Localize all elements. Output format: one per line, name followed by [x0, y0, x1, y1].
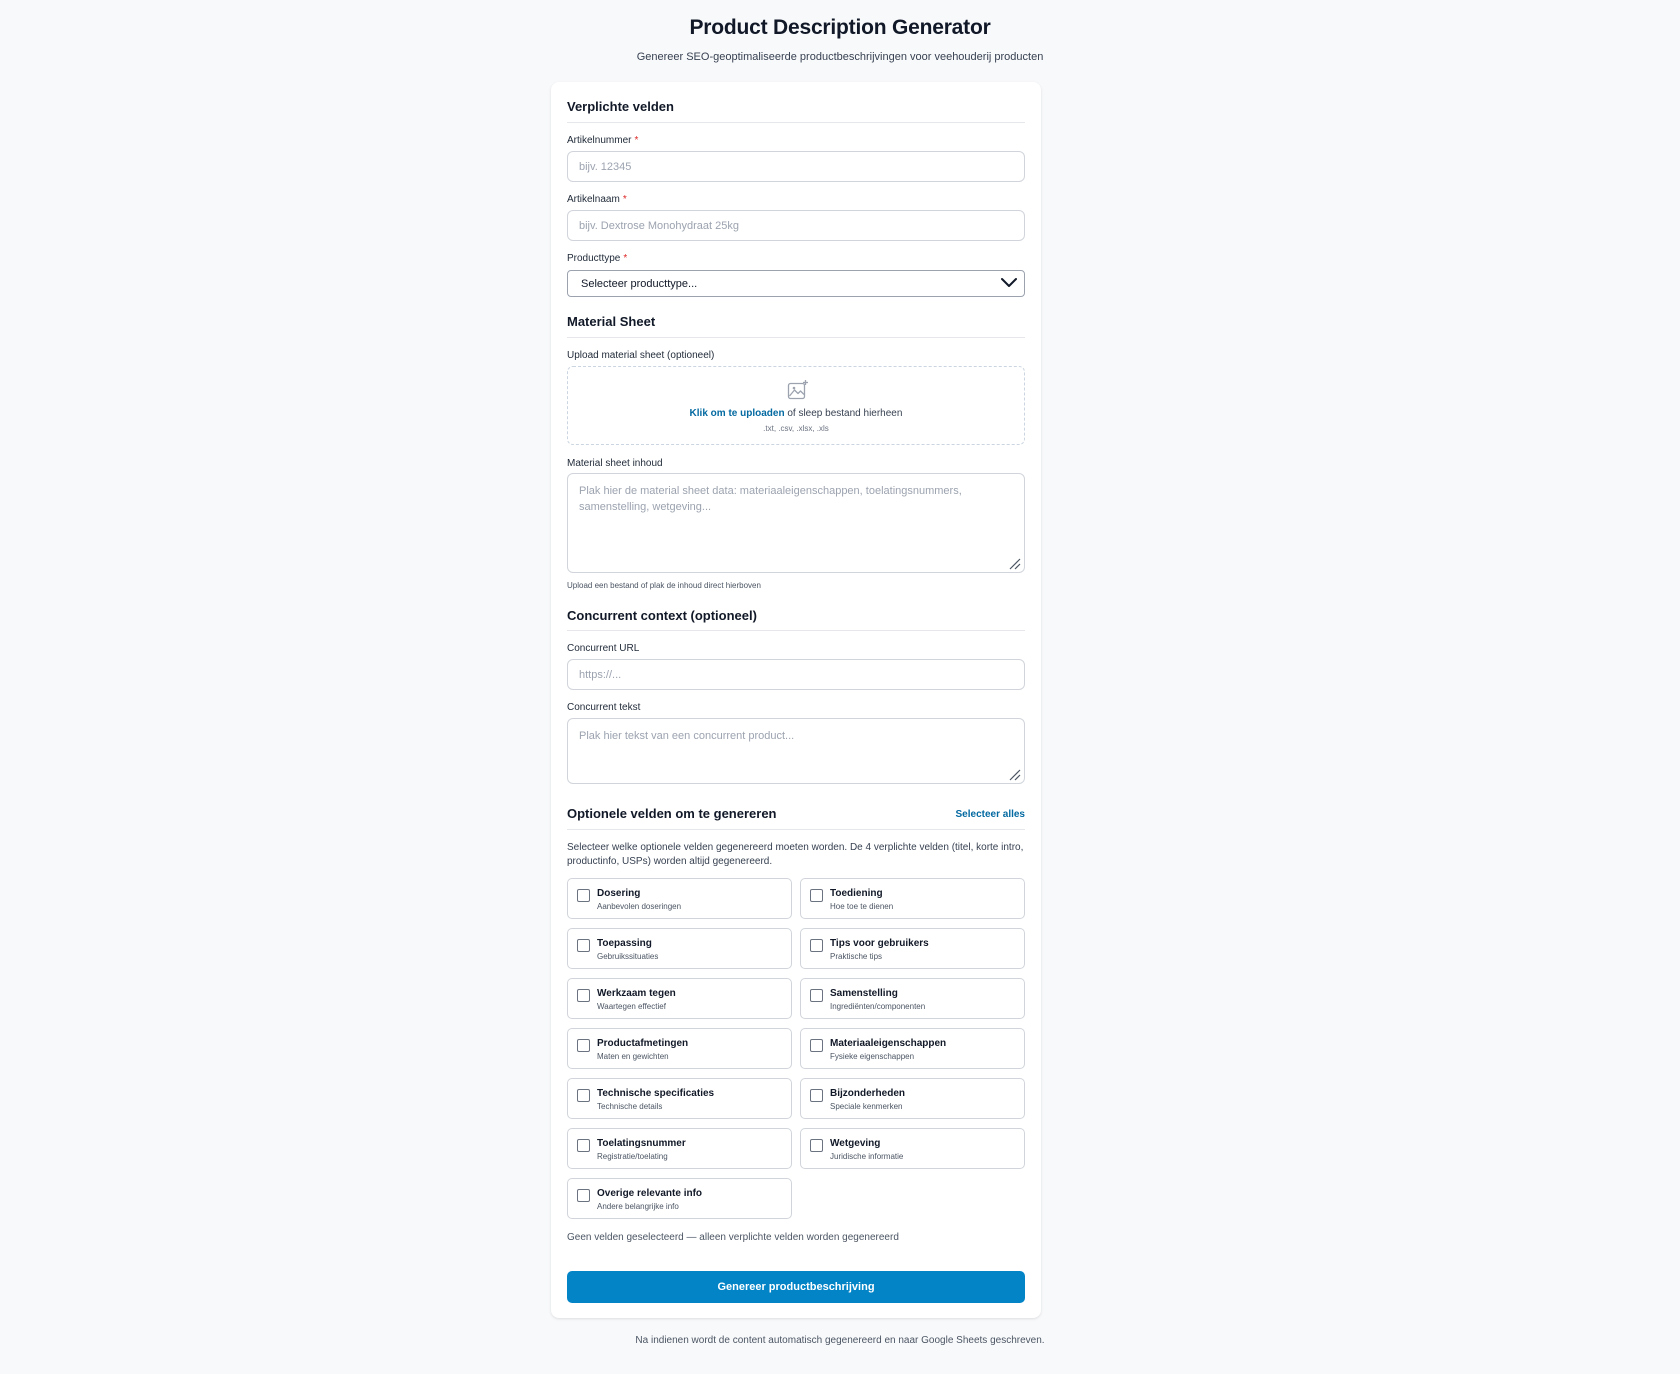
- option-subtitle: Hoe toe te dienen: [830, 902, 894, 911]
- optional-description: Selecteer welke optionele velden gegenereerd moeten worden. De 4 verplichte velden (titel, korte intro, productinfo, USPs) worden altijd gegenereerd.: [567, 842, 1024, 867]
- section-title-competitor: Concurrent context (optioneel): [567, 608, 757, 623]
- option-checkbox[interactable]: [577, 989, 590, 1002]
- divider: [567, 122, 1025, 123]
- required-marker: *: [623, 253, 628, 264]
- option-checkbox[interactable]: [577, 1039, 590, 1052]
- option-subtitle: Gebruikssituaties: [597, 952, 659, 961]
- option-card[interactable]: [567, 1128, 792, 1169]
- option-title: Productafmetingen: [597, 1038, 689, 1049]
- article-number-input[interactable]: [567, 151, 1025, 182]
- competitor-text-label: Concurrent tekst: [567, 702, 641, 713]
- option-title: Materiaaleigenschappen: [830, 1038, 947, 1049]
- competitor-url-input[interactable]: [567, 659, 1025, 690]
- selection-status: Geen velden geselecteerd — alleen verplichte velden worden gegenereerd: [567, 1232, 899, 1243]
- option-card[interactable]: [800, 1078, 1025, 1119]
- option-checkbox[interactable]: [810, 1089, 823, 1102]
- footer-note: Na indienen wordt de content automatisch gegenereerd en naar Google Sheets geschreven.: [635, 1335, 1045, 1346]
- option-checkbox[interactable]: [577, 889, 590, 902]
- product-type-select[interactable]: [567, 270, 1025, 297]
- article-name-label: Artikelnaam *: [567, 194, 627, 205]
- divider: [567, 829, 1025, 830]
- section-title-optional: Optionele velden om te genereren: [567, 806, 777, 821]
- file-dropzone[interactable]: [567, 366, 1025, 445]
- divider: [567, 337, 1025, 338]
- option-subtitle: Aanbevolen doseringen: [597, 902, 682, 911]
- option-checkbox[interactable]: [810, 939, 823, 952]
- option-card[interactable]: [800, 878, 1025, 919]
- option-card[interactable]: [800, 978, 1025, 1019]
- page-title: Product Description Generator: [689, 16, 991, 39]
- competitor-text-textarea[interactable]: [567, 718, 1025, 784]
- option-subtitle: Andere belangrijke info: [597, 1202, 679, 1211]
- upload-label: Upload material sheet (optioneel): [567, 350, 715, 361]
- resize-grip-icon[interactable]: [1007, 767, 1021, 781]
- option-subtitle: Juridische informatie: [830, 1152, 904, 1161]
- option-card[interactable]: [567, 1078, 792, 1119]
- option-title: Wetgeving: [830, 1138, 881, 1149]
- option-title: Samenstelling: [830, 988, 898, 999]
- dropzone-formats: .txt, .csv, .xlsx, .xls: [763, 424, 829, 433]
- option-checkbox[interactable]: [810, 1139, 823, 1152]
- option-checkbox[interactable]: [577, 1089, 590, 1102]
- page-header: [0, 0, 1680, 64]
- option-title: Overige relevante info: [597, 1188, 703, 1199]
- product-type-label: Producttype *: [567, 253, 628, 264]
- option-title: Dosering: [597, 888, 641, 899]
- required-marker: *: [622, 194, 627, 205]
- dropzone-instruction: Klik om te uploaden of sleep bestand hierheen: [689, 408, 903, 419]
- option-checkbox[interactable]: [577, 1139, 590, 1152]
- option-card[interactable]: [800, 1128, 1025, 1169]
- section-title-required: Verplichte velden: [567, 99, 674, 114]
- option-card[interactable]: [567, 978, 792, 1019]
- material-content-label: Material sheet inhoud: [567, 458, 663, 469]
- option-title: Bijzonderheden: [830, 1088, 906, 1099]
- option-checkbox[interactable]: [810, 1039, 823, 1052]
- option-card[interactable]: [567, 1178, 792, 1219]
- option-subtitle: Waartegen effectief: [597, 1002, 666, 1011]
- generate-button[interactable]: Genereer productbeschrijving: [567, 1271, 1025, 1303]
- option-title: Werkzaam tegen: [597, 988, 676, 999]
- option-card[interactable]: [800, 928, 1025, 969]
- material-helper-text: Upload een bestand of plak de inhoud direct hierboven: [567, 581, 761, 590]
- article-number-label: Artikelnummer *: [567, 135, 639, 146]
- competitor-url-label: Concurrent URL: [567, 643, 640, 654]
- divider: [567, 630, 1025, 631]
- option-subtitle: Ingrediënten/componenten: [830, 1002, 926, 1011]
- required-marker: *: [634, 135, 639, 146]
- chevron-down-icon: [1000, 276, 1018, 290]
- page-subtitle: Genereer SEO-geoptimaliseerde productbeschrijvingen voor veehouderij producten: [636, 51, 1044, 63]
- option-title: Tips voor gebruikers: [830, 938, 929, 949]
- image-plus-icon: [787, 379, 809, 401]
- form-card: [551, 82, 1041, 1318]
- option-card[interactable]: [800, 1028, 1025, 1069]
- resize-grip-icon[interactable]: [1007, 556, 1021, 570]
- section-title-material: Material Sheet: [567, 314, 656, 329]
- option-subtitle: Speciale kenmerken: [830, 1102, 903, 1111]
- option-subtitle: Praktische tips: [830, 952, 883, 961]
- option-title: Technische specificaties: [597, 1088, 715, 1099]
- option-subtitle: Registratie/toelating: [597, 1152, 668, 1161]
- option-checkbox[interactable]: [577, 939, 590, 952]
- option-subtitle: Technische details: [597, 1102, 663, 1111]
- option-title: Toediening: [830, 888, 883, 899]
- article-name-input[interactable]: [567, 210, 1025, 241]
- option-checkbox[interactable]: [577, 1189, 590, 1202]
- option-checkbox[interactable]: [810, 889, 823, 902]
- material-content-textarea[interactable]: [567, 473, 1025, 573]
- option-card[interactable]: [567, 1028, 792, 1069]
- option-title: Toepassing: [597, 938, 652, 949]
- product-type-selected: Selecteer producttype...: [581, 277, 698, 290]
- option-subtitle: Fysieke eigenschappen: [830, 1052, 915, 1061]
- option-subtitle: Maten en gewichten: [597, 1052, 669, 1061]
- option-checkbox[interactable]: [810, 989, 823, 1002]
- option-title: Toelatingsnummer: [597, 1138, 686, 1149]
- select-all-link[interactable]: Selecteer alles: [955, 809, 1025, 820]
- option-card[interactable]: [567, 878, 792, 919]
- option-card[interactable]: [567, 928, 792, 969]
- upload-link[interactable]: Klik om te uploaden: [689, 408, 785, 419]
